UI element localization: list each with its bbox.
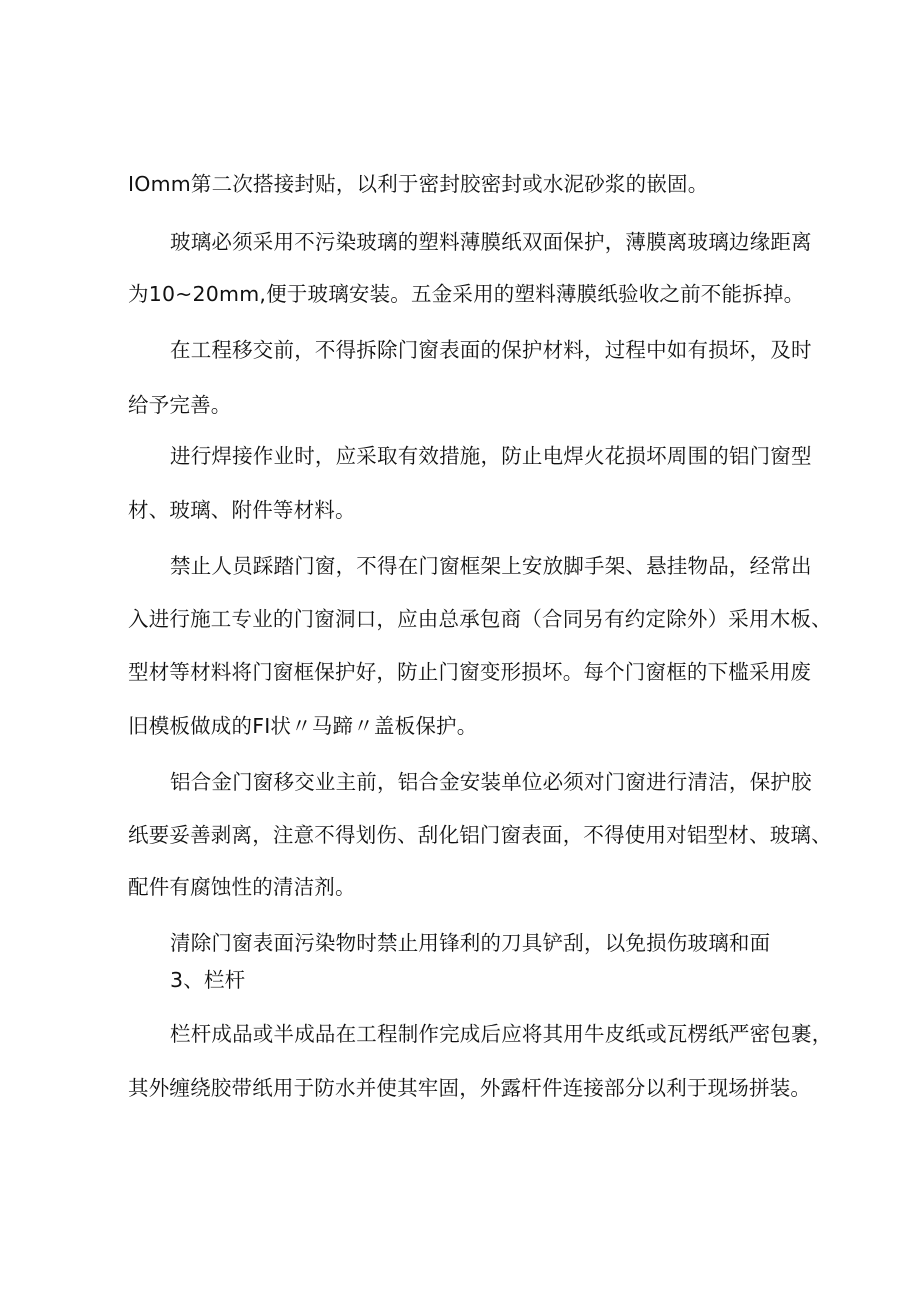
text-line: 清除门窗表面污染物时禁止用锋利的刀具铲刮，以免损伤玻璃和面 — [170, 931, 771, 955]
text-line: 玻璃必须采用不污染玻璃的塑料薄膜纸双面保护，薄膜离玻璃边缘距离 — [170, 230, 812, 254]
section-heading: 3、栏杆 — [170, 968, 246, 992]
text-line: 材、玻璃、附件等材料。 — [128, 498, 356, 522]
text-line: 配件有腐蚀性的清洁剂。 — [128, 875, 356, 899]
text-line: 其外缠绕胶带纸用于防水并使其牢固，外露杆件连接部分以利于现场拼装。 — [128, 1076, 812, 1100]
text-line: 栏杆成品或半成品在工程制作完成后应将其用牛皮纸或瓦楞纸严密包裹， — [170, 1022, 833, 1046]
text-line: 为10~20mm,便于玻璃安装。五金采用的塑料薄膜纸验收之前不能拆掉。 — [128, 282, 805, 306]
text-line: 旧模板做成的FI状〃马蹄〃盖板保护。 — [128, 714, 478, 738]
text-line: 型材等材料将门窗框保护好，防止门窗变形损坏。每个门窗框的下槛采用废 — [128, 660, 812, 684]
text-line: 铝合金门窗移交业主前，铝合金安装单位必须对门窗进行清洁，保护胶 — [170, 770, 812, 794]
text-line: 在工程移交前，不得拆除门窗表面的保护材料，过程中如有损坏，及时 — [170, 338, 812, 362]
text-line: 给予完善。 — [128, 393, 232, 417]
text-line: IOmm第二次搭接封贴，以利于密封胶密封或水泥砂浆的嵌固。 — [128, 172, 709, 196]
text-line: 进行焊接作业时，应采取有效措施，防止电焊火花损坏周围的铝门窗型 — [170, 444, 812, 468]
text-line: 禁止人员踩踏门窗，不得在门窗框架上安放脚手架、悬挂物品，经常出 — [170, 554, 812, 578]
text-line: 入进行施工专业的门窗洞口，应由总承包商（合同另有约定除外）采用木板、 — [128, 607, 832, 631]
text-line: 纸要妥善剥离，注意不得划伤、刮化铝门窗表面，不得使用对铝型材、玻璃、 — [128, 823, 832, 847]
